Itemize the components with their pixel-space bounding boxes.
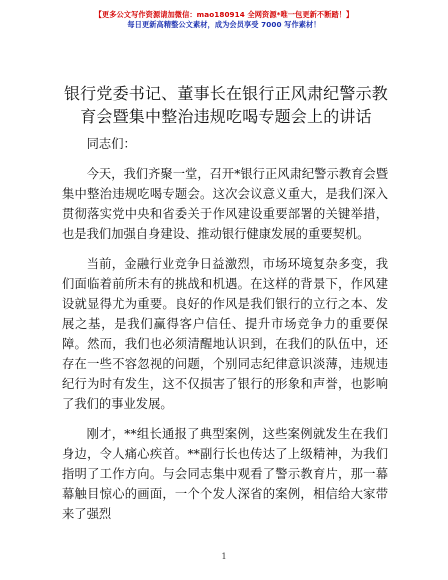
paragraph-1: 今天，我们齐聚一堂，召开*银行正风肃纪警示教育会暨集中整治违规吃喝专题会。这次会议意义重大，是我们深入贯彻落实党中央和省委关于作风建设重要部署的关键举措，也是我们加强自身建设、推动银行健康发展的重要契机。	[62, 167, 388, 241]
paragraph-3: 刚才，**组长通报了典型案例，这些案例就发生在我们身边，令人痛心疾首。**副行长也传达了上级精神，为我们指明了工作方向。与会同志集中观看了警示教育片，那一幕幕触目惊心的画面，一个个发人深省的案例，相信给大家带来了强烈	[62, 427, 388, 521]
document-title: 银行党委书记、董事长在银行正风肃纪警示教育会暨集中整治违规吃喝专题会上的讲话	[63, 84, 388, 126]
document-body	[62, 134, 388, 534]
paragraph-2: 当前，金融行业竞争日益激烈，市场环境复杂多变，我们面临着前所未有的挑战和机遇。在这样的背景下，作风建设就显得尤为重要。良好的作风是我们银行的立行之本、发展之基，是我们赢得客户信任、提升市场竞争力的重要保障。然而，我们也必须清醒地认识到，在我们的队伍中，还存在一些不容忽视的问题，个别同志纪律意识淡薄，违规违纪行为时有发生，这不仅损害了银行的形象和声誉，也影响了我们的事业发展。	[62, 257, 388, 411]
promo-banner	[0, 10, 448, 30]
promo-banner-line-1: 【更多公文写作资源请加微信：mao180914 全网资源*唯一包更新不断踏！】	[94, 10, 354, 19]
page-number: 1	[221, 552, 227, 561]
promo-banner-line-2: 每日更新高精整公文素材，成为会员享受 7000 写作素材！	[127, 20, 321, 29]
salutation: 同志们：	[86, 137, 136, 151]
